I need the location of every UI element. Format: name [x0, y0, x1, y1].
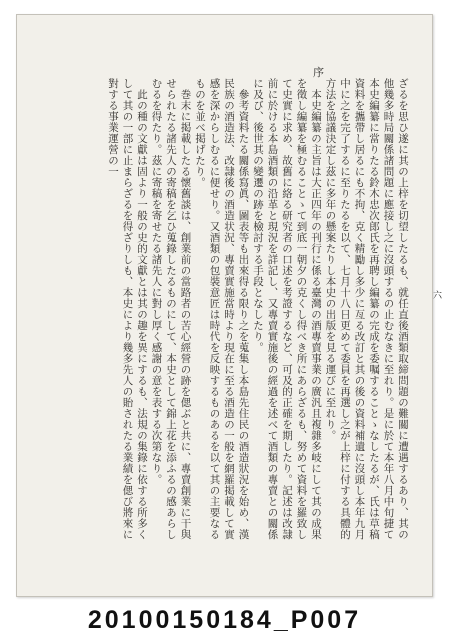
paragraph: ざるを思ひ遂に其の上梓を切望したるも、就任直後酒類取締問題の難關に遭遇するあり、其の他幾多時局關係諸問題に應接し之に沒頭するの止むなきに至れり。是に於て本年八月中旬捷て本史編纂に當りたる鈴木忠次郎氏を再聘し編纂の完成を委嘱することゝなしたるが、氏は草稿資料を攜帶し居るにも不拘、克く精勵し多少に亙る改訂と其の後の資料補遺に沒頭し本年九月中に之を完了するに至りたるを以て、七月十八日更めて委員を再選し之が上梓に付する具體的方法を協議決定し茲に多年の懸案たりし本史の出版を見る運びに至れり。	[324, 78, 409, 540]
section-header: 序	[313, 66, 324, 79]
body-text	[89, 78, 410, 540]
paragraph: 此の種の文獻は固より一般の史的文獻とは其の趣を異にするも、法規の集錄に依する所多くして其の一部に止まらざるを得ざりしも、本史により幾多先人の貽されたる業績を偲び將來に對する事業運營の一	[107, 78, 148, 540]
paragraph: 參考資料たる關係寫眞、圖表等も出來得る限り之を蒐集し本島先住民の酒造狀況を始め、漢民族の酒造法、改隷後の酒造状況、專賣實施當時より現在に至る酒造の一般を網羅掲載して實感を深からしむるに便せり。又酒類の包裝意匠は時代を反映するものあるを以て其の主要なるものを並べ掲げたり。	[194, 78, 250, 540]
paragraph: 巻末に掲載したる懷舊談は、創業前の當路者の苦心經營の跡を偲ぶと共に、專賣創業に干與せられたる諸先人の寄稿を乞ひ蒐錄したるものにして、本史として錦上花を添ふるの感あらしむるを得たり。茲に寄稿を寄せたる諸先人に對し厚く感謝の意を表する次第なり。	[150, 78, 192, 540]
page-number: 六	[433, 291, 443, 301]
paragraph: 本史編纂の主旨は大正四年の刊行に係る臺灣の酒專賣事業の廣汎且複雜多岐にして其の成果を徵し編纂を極むることゝて到底一朝夕の克くし得べき所にあらざるも、努めて資料を羅致して史實に求め、故舊に絡る研究者の口述を考證するなど、可及的正確を期したり。記述は改隷前に於ける本島酒類の沿革と現況を詳記し、又專賣實施後の經過を述べて酒類の專賣との關係に及び、後世其の變遷の跡を檢討する手段となしたり。	[252, 78, 322, 540]
image-caption: 20100150184_P007	[87, 606, 362, 634]
